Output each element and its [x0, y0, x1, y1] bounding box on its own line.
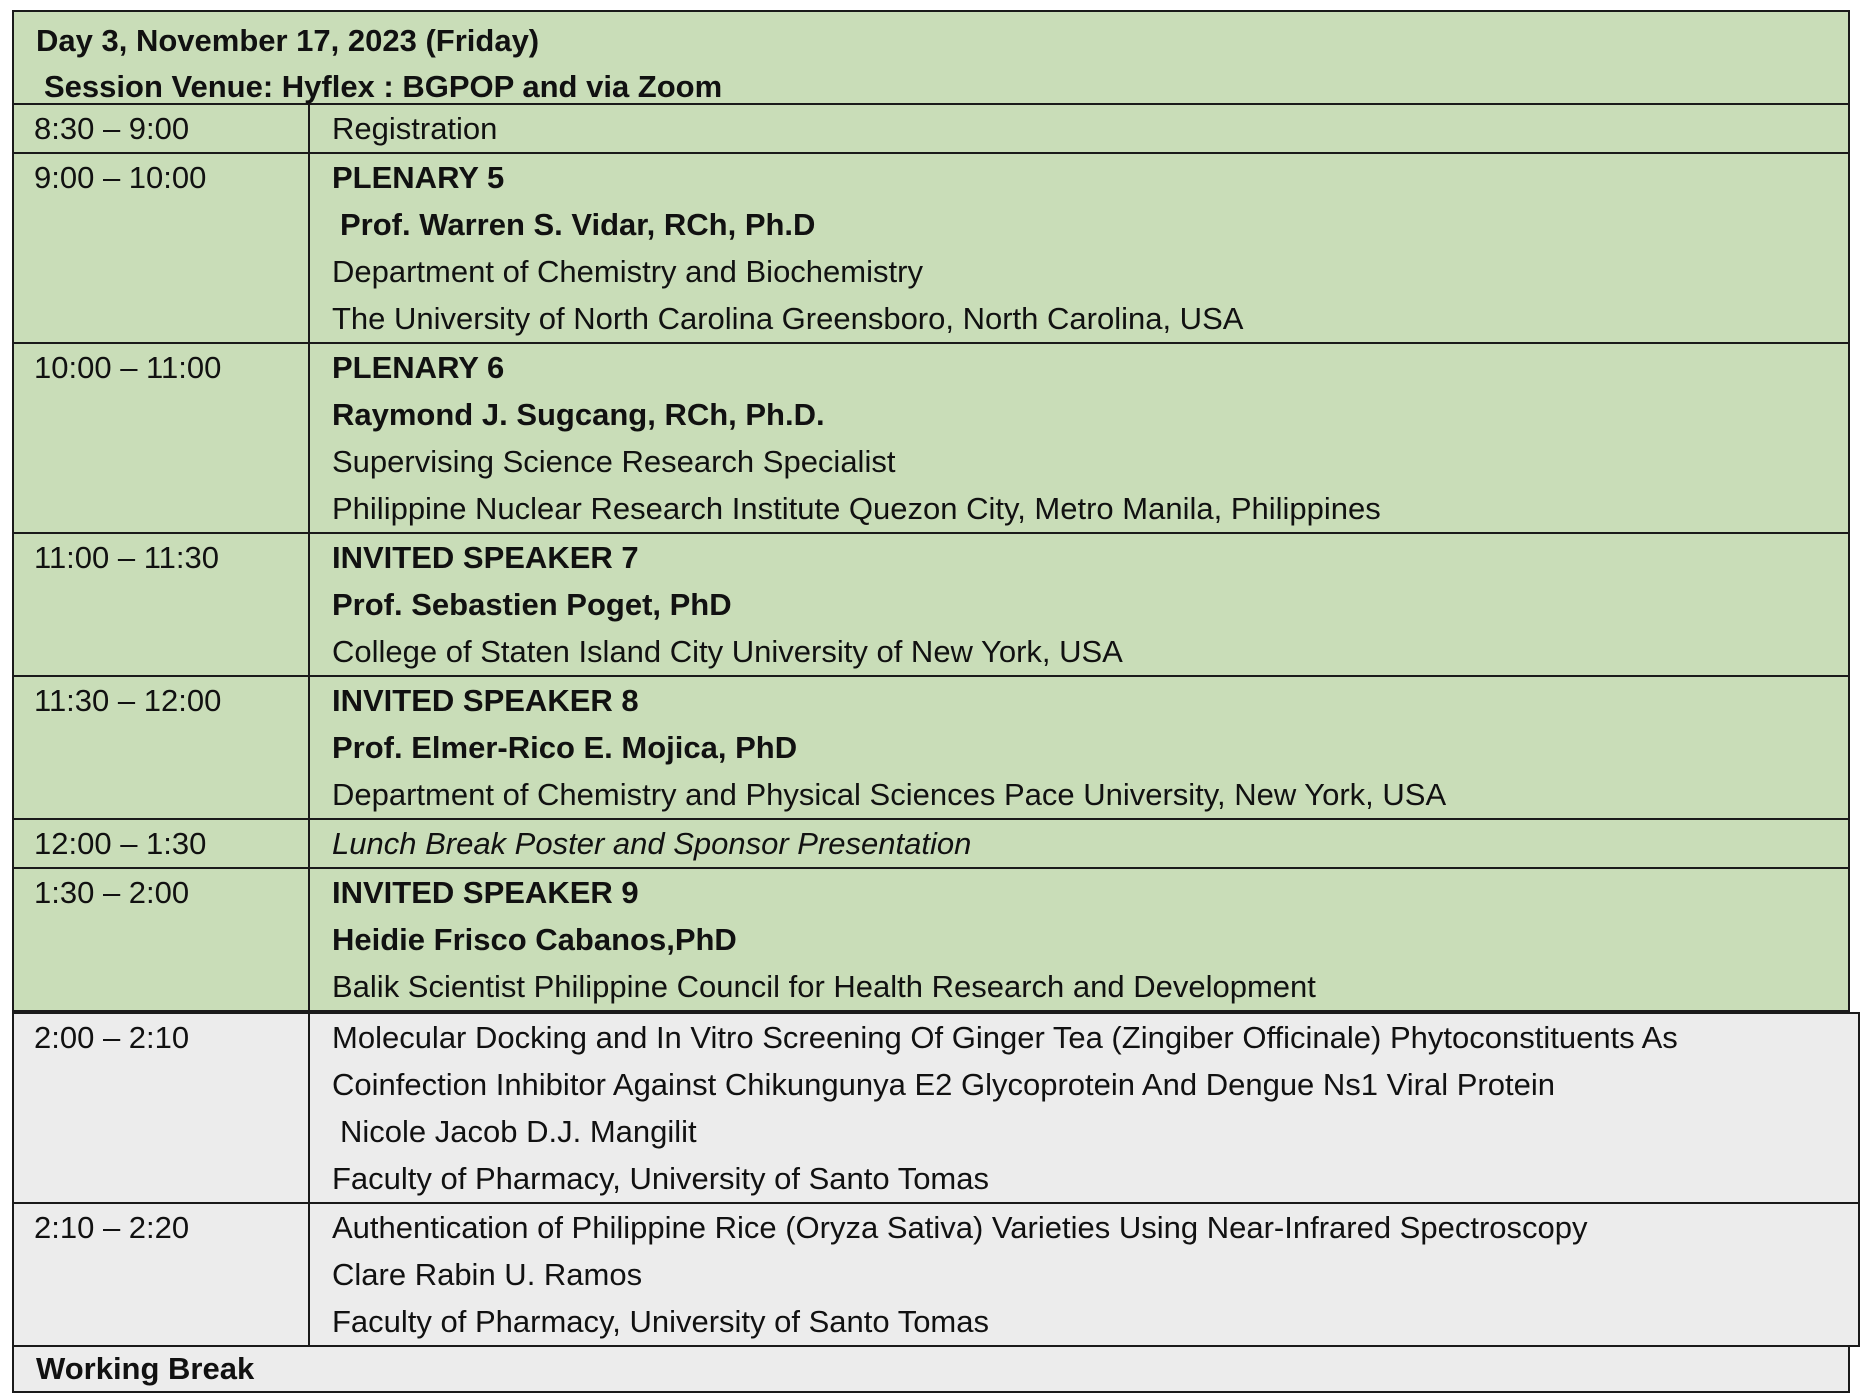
description-cell: [309, 676, 1849, 819]
speaker-affiliation: Balik Scientist Philippine Council for Health Research and Development: [332, 969, 1316, 1004]
description-cell: [309, 104, 1849, 153]
time-cell: 11:00 – 11:30: [13, 533, 309, 676]
speaker-name: Prof. Warren S. Vidar, RCh, Ph.D: [340, 207, 816, 242]
schedule-table-oral: [12, 1012, 1860, 1347]
working-break-row: [12, 1347, 1850, 1393]
time-cell: 10:00 – 11:00: [13, 343, 309, 533]
schedule-sheet: [12, 10, 1850, 1393]
speaker-name: Prof. Sebastien Poget, PhD: [332, 587, 732, 622]
table-row: [13, 676, 1849, 819]
session-title: PLENARY 6: [332, 350, 505, 385]
time-cell: 8:30 – 9:00: [13, 104, 309, 153]
session-title: INVITED SPEAKER 9: [332, 875, 639, 910]
time-cell: 12:00 – 1:30: [13, 819, 309, 868]
table-row: [13, 153, 1849, 343]
table-row: [13, 868, 1849, 1011]
session-title: Lunch Break Poster and Sponsor Presentation: [332, 826, 972, 861]
table-row: [13, 819, 1849, 868]
description-cell: [309, 343, 1849, 533]
time-cell: 9:00 – 10:00: [13, 153, 309, 343]
speaker-affiliation: Supervising Science Research Specialist: [332, 444, 896, 479]
working-break-label: Working Break: [36, 1351, 255, 1386]
session-title: Registration: [332, 111, 498, 146]
description-cell: [309, 533, 1849, 676]
description-cell: [309, 153, 1849, 343]
speaker-name: Prof. Elmer-Rico E. Mojica, PhD: [332, 730, 798, 765]
schedule-table-plenary: [12, 103, 1850, 1012]
session-title: PLENARY 5: [332, 160, 505, 195]
time-cell: 2:10 – 2:20: [13, 1203, 309, 1346]
time-cell: 2:00 – 2:10: [13, 1013, 309, 1203]
speaker-affiliation: College of Staten Island City University of New York, USA: [332, 634, 1123, 669]
presentation-title: Authentication of Philippine Rice (Oryza Sativa) Varieties Using Near-Infrared Spectroscopy: [332, 1210, 1588, 1245]
session-venue: Session Venue: Hyflex : BGPOP and via Zoom: [44, 69, 723, 104]
presenter-affiliation: Faculty of Pharmacy, University of Santo Tomas: [332, 1161, 989, 1196]
speaker-affiliation: Philippine Nuclear Research Institute Quezon City, Metro Manila, Philippines: [332, 491, 1381, 526]
speaker-affiliation: Department of Chemistry and Biochemistry: [332, 254, 923, 289]
table-row: [13, 104, 1849, 153]
day-header: [12, 10, 1850, 103]
table-row: [13, 533, 1849, 676]
speaker-affiliation: Department of Chemistry and Physical Sciences Pace University, New York, USA: [332, 777, 1447, 812]
time-cell: 1:30 – 2:00: [13, 868, 309, 1011]
presenter-name: Clare Rabin U. Ramos: [332, 1257, 643, 1292]
table-row: [13, 343, 1849, 533]
speaker-name: Raymond J. Sugcang, RCh, Ph.D.: [332, 397, 825, 432]
description-cell: [309, 819, 1849, 868]
description-cell: [309, 1013, 1859, 1203]
time-cell: 11:30 – 12:00: [13, 676, 309, 819]
speaker-affiliation: The University of North Carolina Greensboro, North Carolina, USA: [332, 301, 1244, 336]
description-cell: [309, 1203, 1859, 1346]
presenter-name: Nicole Jacob D.J. Mangilit: [340, 1114, 697, 1149]
table-row: [13, 1203, 1859, 1346]
description-cell: [309, 868, 1849, 1011]
session-title: INVITED SPEAKER 8: [332, 683, 639, 718]
table-row: [13, 1013, 1859, 1203]
day-title: Day 3, November 17, 2023 (Friday): [36, 23, 540, 58]
presenter-affiliation: Faculty of Pharmacy, University of Santo Tomas: [332, 1304, 989, 1339]
speaker-name: Heidie Frisco Cabanos,PhD: [332, 922, 737, 957]
session-title: INVITED SPEAKER 7: [332, 540, 639, 575]
presentation-title: Molecular Docking and In Vitro Screening Of Ginger Tea (Zingiber Officinale) Phytoconstituents As: [332, 1020, 1678, 1055]
presentation-title: Coinfection Inhibitor Against Chikungunya E2 Glycoprotein And Dengue Ns1 Viral Protein: [332, 1067, 1555, 1102]
